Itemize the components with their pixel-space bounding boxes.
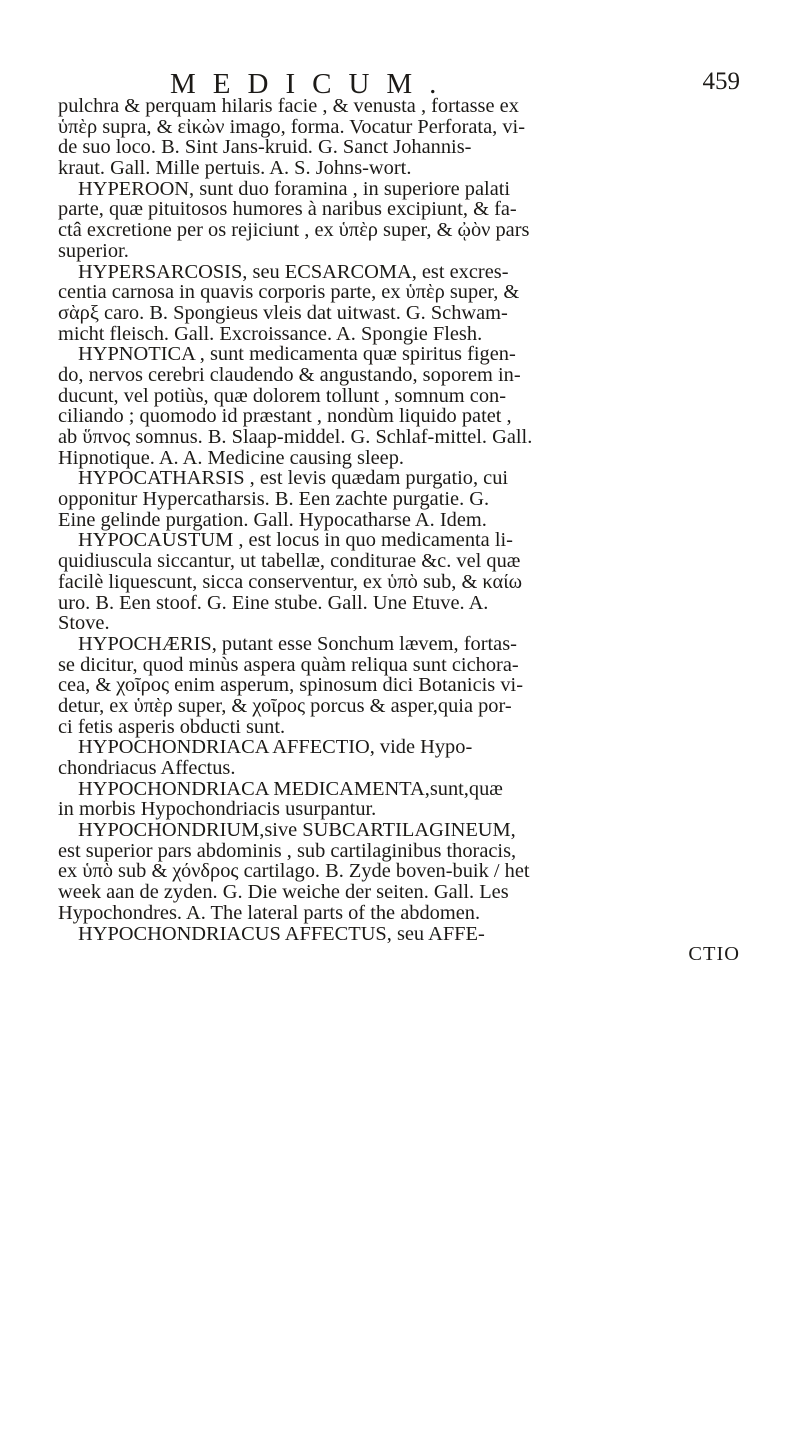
text-line: superior. — [58, 239, 129, 262]
text-line: HYPERSARCOSIS, seu ECSARCOMA, est excres- — [78, 260, 509, 283]
text-line: ciliando ; quomodo id præstant , nondùm liquido patet , — [58, 405, 512, 428]
dictionary-text — [58, 96, 748, 965]
text-line: de suo loco. B. Sint Jans-kruid. G. Sanct Johannis- — [58, 136, 472, 159]
text-line: uro. B. Een stoof. G. Eine stube. Gall. Une Etuve. A. — [58, 591, 489, 614]
text-line: chondriacus Affectus. — [58, 757, 236, 779]
text-line: HYPOCHONDRIACUS AFFECTUS, seu AFFE- — [78, 922, 485, 945]
text-line: Hipnotique. A. A. Medicine causing sleep. — [58, 446, 405, 469]
text-line: Eine gelinde purgation. Gall. Hypocatharse A. Idem. — [58, 508, 487, 531]
text-line: Hypochondres. A. The lateral parts of the abdomen. — [58, 901, 481, 924]
text-line: Stove. — [58, 612, 110, 635]
text-line: ex ὑπὸ sub & χόνδρος cartilago. B. Zyde boven-buik / het — [58, 860, 530, 883]
text-line: week aan de zyden. G. Die weiche der seiten. Gall. Les — [58, 881, 509, 904]
text-line: centia carnosa in quavis corporis parte, ex ὑπὲρ super, & — [58, 281, 520, 304]
text-line: HYPOCHONDRIUM,sive SUBCARTILAGINEUM, — [78, 819, 516, 842]
text-line: ab ὕπνος somnus. B. Slaap-middel. G. Schlaf-mittel. Gall. — [58, 426, 533, 448]
text-line: pulchra & perquam hilaris facie , & venusta , fortasse ex — [58, 95, 519, 117]
text-line: ctâ excretione per os rejiciunt , ex ὑπὲρ super, & ᾠὸν pars — [58, 219, 530, 242]
text-line: HYPOCHONDRIACA AFFECTIO, vide Hypo- — [78, 736, 473, 759]
text-line: ducunt, vel potiùs, quæ dolorem tollunt , somnum con- — [58, 384, 506, 407]
text-line: HYPOCAUSTUM , est locus in quo medicamenta li- — [78, 529, 513, 552]
text-line: detur, ex ὑπὲρ super, & χοῖρος porcus & asper,quia por- — [58, 694, 512, 717]
page-number: 459 — [702, 68, 740, 95]
text-line: parte, quæ pituitosos humores à naribus excipiunt, & fa- — [58, 198, 517, 221]
text-line: cea, & χοῖρος enim asperum, spinosum dici Botanicis vi- — [58, 674, 523, 697]
text-line: do, nervos cerebri claudendo & angustando, soporem in- — [58, 363, 521, 386]
text-line: ὑπὲρ supra, & εἰκὼν imago, forma. Vocatur Perforata, vi- — [58, 115, 525, 138]
text-line: ci fetis asperis obducti sunt. — [58, 715, 286, 738]
text-line: HYPOCATHARSIS , est levis quædam purgatio, cui — [78, 467, 509, 490]
text-line: kraut. Gall. Mille pertuis. A. S. Johns-wort. — [58, 157, 412, 180]
text-line: quidiuscula siccantur, ut tabellæ, conditurae &c. vel quæ — [58, 550, 521, 573]
running-title: MEDICUM. — [170, 68, 454, 100]
text-line: σὰρξ caro. B. Spongieus vleis dat uitwast. G. Schwam- — [58, 301, 508, 324]
text-line: se dicitur, quod minùs aspera quàm reliqua sunt cichora- — [58, 653, 519, 676]
text-line: in morbis Hypochondriacis usurpantur. — [58, 798, 377, 821]
text-line: HYPOCHONDRIACA MEDICAMENTA,sunt,quæ — [78, 777, 503, 800]
text-line: facilè liquescunt, sicca conserventur, ex ὑπὸ sub, & καίω — [58, 570, 523, 593]
text-line: HYPOCHÆRIS, putant esse Sonchum lævem, fortas- — [78, 632, 517, 655]
text-line: micht fleisch. Gall. Excroissance. A. Spongie Flesh. — [58, 322, 483, 345]
text-line: opponitur Hypercatharsis. B. Een zachte purgatie. G. — [58, 488, 490, 511]
text-line: HYPNOTICA , sunt medicamenta quæ spiritus figen- — [78, 343, 516, 366]
catchword: CTIO — [688, 943, 740, 966]
text-line: est superior pars abdominis , sub cartilaginibus thoracis, — [58, 839, 517, 862]
text-line: HYPEROON, sunt duo foramina , in superiore palati — [78, 177, 511, 200]
